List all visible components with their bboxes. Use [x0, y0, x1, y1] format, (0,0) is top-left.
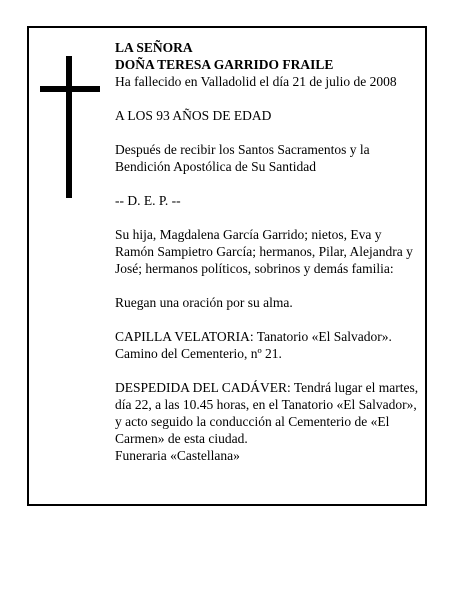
obituary-notice: [27, 26, 427, 506]
title-line: LA SEÑORA: [115, 40, 193, 55]
chapel-text: CAPILLA VELATORIA: Tanatorio «El Salvador». Camino del Cementerio, nº 21.: [115, 329, 392, 361]
prayer-text: Ruegan una oración por su alma.: [115, 295, 293, 310]
heading-block: [115, 39, 423, 90]
sacraments-text: Después de recibir los Santos Sacramentos y la Bendición Apostólica de Su Santidad: [115, 142, 370, 174]
deceased-name: DOÑA TERESA GARRIDO FRAILE: [115, 57, 334, 72]
death-line: Ha fallecido en Valladolid el día 21 de julio de 2008: [115, 74, 397, 89]
funeral-home-text: Funeraria «Castellana»: [115, 448, 240, 463]
cross-vertical-bar: [66, 56, 72, 198]
family-text: Su hija, Magdalena García Garrido; nietos, Eva y Ramón Sampietro García; hermanos, Pilar, Alejandra y José; hermanos políticos, sobrinos y demás familia:: [115, 227, 413, 276]
farewell-text: DESPEDIDA DEL CADÁVER: Tendrá lugar el martes, día 22, a las 10.45 horas, en el Tanatorio «El Salvador», y acto seguido la conducción al Cementerio de «El Carmen» de esta ciudad.: [115, 380, 419, 446]
rip-line: -- D. E. P. --: [115, 193, 181, 208]
obituary-text: [115, 39, 423, 464]
age-line: A LOS 93 AÑOS DE EDAD: [115, 108, 272, 123]
latin-cross-icon: [40, 56, 100, 198]
cross-horizontal-bar: [40, 86, 100, 92]
